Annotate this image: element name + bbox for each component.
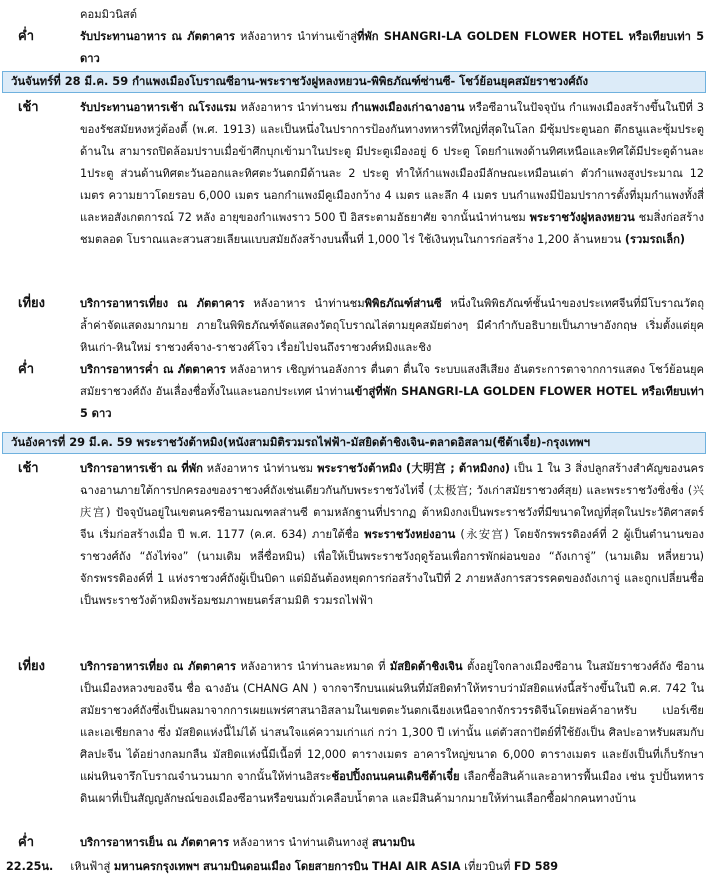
flight-text: เหินฟ้าสู่ มหานครกรุงเทพฯ สนามบินดอนเมือง โดยสายการบิน THAI AIR ASIA เที่ยวบินที่ FD 589 bbox=[70, 860, 559, 873]
dinner-text-d0: รับประทานอาหาร ณ ภัตตาคาร หลังอาหาร นำท่านเข้าสู่ที่พัก SHANGRI-LA GOLDEN FLOWER HOTEL หรือเทียบเท่า 5 ดาว bbox=[80, 30, 704, 65]
dinner-label-d0: ค่ำ bbox=[18, 29, 34, 44]
day2-header: วันอังคารที่ 29 มี.ค. 59 พระราชวังต้าหมิง(หนังสามมิติรวมรถไฟฟ้า-มัสยิดต้าชิงเจิน-ตลาดอิสลาม(ซีต้าเจี๋ย)-กรุงเทพฯ bbox=[2, 432, 706, 454]
dinner-label-d2: ค่ำ bbox=[18, 835, 34, 850]
top-line: คอมมิวนิสต์ bbox=[80, 8, 137, 21]
dinner-text-d2: บริการอาหารเย็น ณ ภัตตาคาร หลังอาหาร นำท่านเดินทางสู่ สนามบิน bbox=[80, 836, 415, 849]
dinner-text-d1: บริการอาหารค่ำ ณ ภัตตาคาร หลังอาหาร เชิญท่านอลังการ ตื่นตา ตื่นใจ ระบบแสงสีเสียง อันตระการตาจากการแสดง โชว์ย้อนยุคสมัยราชวงศ์ถัง อันเลื่องชื่อทั้งในและนอกประเทศ นำท่านเข้าสู่ที่พัก SHANGRI-LA GOLDEN FLOWER HOTEL หรือเทียบเท่า 5 ดาว bbox=[80, 363, 704, 420]
flight-time: 22.25น. bbox=[6, 860, 54, 873]
flight-line bbox=[6, 856, 558, 878]
lunch-label-d2: เที่ยง bbox=[18, 659, 45, 674]
lunch-text-d1: บริการอาหารเที่ยง ณ ภัตตาคาร หลังอาหาร นำท่านชมพิพิธภัณฑ์ส่านซี หนึ่งในพิพิธภัณฑ์ชั้นนำของประเทศจีนที่มีโบราณวัตถุล้ำค่าจัดแสดงมากมาย ภายในพิพิธภัณฑ์จัดแสดงวัตถุโบราณไล่ตามยุคสมัยต่างๆ มีคำกำกับอธิบายเป็นภาษาอังกฤษ เริ่มตั้งแต่ยุคหินเก่า-หินใหม่ ราชวงศ์จาง-ราชวงศ์โจว เรื่อยไปจนถึงราชวงศ์หมิงและชิง bbox=[80, 297, 704, 354]
breakfast-text-d1: รับประทานอาหารเช้า ณโรงแรม หลังอาหาร นำท่านชม กำแพงเมืองเก่าฉางอาน หรือซีอานในปัจจุบัน กำแพงเมืองสร้างขึ้นในปีที่ 3 ของรัชสมัยหงหวู่ต้องตี้ (พ.ศ. 1913) และเป็นหนึ่งในปราการป้องกันทางทหารที่ใหญ่ที่สุดในโลก มีซุ้มประตูนอก ตึกธนูและซุ้มประตูด้านใน สามารถปิดล้อมปราบเมื่อข้าศึกบุกเข้ามาในประตู มีประตูเมืองอยู่ 6 ประตู โดยกำแพงด้านทิศเหนือและทิศใต้มีประตูด้านละ 1ประตู ส่วนด้านทิศตะวันออกและทิศตะวันตกมีด้านละ 2 ประตู ทำให้กำแพงเมืองมีลักษณะเหมือนเต่า ตัวกำแพงสูงประมาณ 12 เมตร ความยาวโดยรอบ 6,000 เมตร นอกกำแพงมีคูเมืองกว้าง 4 เมตร และลึก 4 เมตร บนกำแพงมีป้อมปราการตั้งที่มุมกำแพงทั้งสี่ และหอสังเกตการณ์ 72 หลัง อายุของกำแพงราว 500 ปี อิสระตามอัธยาศัย จากนั้นนำท่านชม พระราชวังฝูหลงหยวน ชมสิ่งก่อสร้าง ชมตลอด โบราณและสวนสวยเลียนแบบสมัยถังสร้างบนพื้นที่ 1,000 ไร่ ใช้เงินทุนในการก่อสร้าง 1,200 ล้านหยวน (รวมรถเล็ก) bbox=[80, 101, 705, 246]
lunch-label-d1: เที่ยง bbox=[18, 296, 45, 311]
day1-header: วันจันทร์ที่ 28 มี.ค. 59 กำแพงเมืองโบราณซีอาน-พระราชวังฝูหลงหยวน-พิพิธภัณฑ์ซ่านซี- โชว์ย้อนยุคสมัยราชวงศ์ถัง bbox=[2, 71, 706, 93]
breakfast-text-d2: บริการอาหารเช้า ณ ที่พัก หลังอาหาร นำท่านชม พระราชวังต้าหมิง (大明宫 ; ต้าหมิงกง) เป็น 1 ใน 3 สิ่งปลูกสร้างสำคัญของนครฉางอานภายใต้การปกครองของราชวงศ์ถังเช่นเดียวกันกับพระราชวังไท่จี๋ (太极宫; วังเก่าสมัยราชวงศ์สุย) และพระราชวังซิ่งชิ่ง (兴庆宫) ปัจจุบันอยู่ในเขตนครซีอานมณฑลส่านซี ตามหลักฐานที่ปรากฏ ต้าหมิงกงเป็นพระราชวังที่มีขนาดใหญ่ที่สุดในประวัติศาสตร์จีน เริ่มก่อสร้างเมื่อ ปี พ.ศ. 1177 (ค.ศ. 634) ภายใต้ชื่อ พระราชวังหย่งอาน (永安宫) โดยจักรพรรดิองค์ที่ 2 ผู้เป็นตำนานของราชวงศ์ถัง “ถังไท่จง” (นามเดิม หลี่ซื่อหมิน) เพื่อให้เป็นพระราชวังฤดูร้อนเพื่อการพักผ่อนของ “ถังเกาจู่” (นามเดิม หลี่หยวน) จักรพรรดิองค์ที่ 1 แห่งราชวงศ์ถังผู้เป็นบิดา แต่มิอันต้องหยุดการก่อสร้างในปีที่ 2 ภายหลังการสวรรคตของถังเกาจู่ และถูกเปลี่ยนชื่อเป็นพระราชวังต้าหมิงพร้อมชมภาพยนตร์สามมิติ รวมรถไฟฟ้า bbox=[80, 462, 705, 607]
breakfast-label-d1: เช้า bbox=[18, 100, 39, 115]
breakfast-label-d2: เช้า bbox=[18, 461, 39, 476]
lunch-text-d2: บริการอาหารเที่ยง ณ ภัตตาคาร หลังอาหาร นำท่านละหมาด ที่ มัสยิดต้าชิงเจิน ตั้งอยู่ใจกลางเมืองซีอาน ในสมัยราชวงศ์ถัง ซีอานเป็นเมืองหลวงของจีน ชื่อ ฉางอัน (CHANG AN ) จากจารึกบนแผ่นหินที่มัสยิดทำให้ทราบว่ามัสยิดแห่งนี้สร้างขึ้นในปี ค.ศ. 742 ในสมัยราชวงศ์ถังซึ่งเป็นผลมาจากการเผยแพร่ศาสนาอิสลามในเขตตะวันตกเฉียงเหนือจากจักรวรรดิจีนโดยพ่อค้าอาหรับ เปอร์เซีย และเอเชียกลาง ซึ่ง มัสยิดแห่งนี้ไม่ได้ น่าสนใจแค่ความเก่าแก่ กว่า 1,300 ปี เท่านั้น แต่ตัวสถาปัตย์ที่ใช้ยังเป็น ศิลปะอาหรับผสมกับศิลปะจีน ได้อย่างกลมกลืน มัสยิดแห่งนี้มีเนื้อที่ 12,000 ตารางเมตร อาคารใหญ่ขนาด 6,000 ตารางเมตร และยังเป็นที่เก็บรักษาแผ่นหินจารึกโบราณจำนวนมาก จากนั้นให้ท่านอิสระช้อปปิ้งถนนคนเดินซีต้าเจี๋ย เลือกซื้อสินค้าและอาหารพื้นเมือง เช่น รูปปั้นทหารดินเผาที่เป็นสัญญลักษณ์ของเมืองซีอานหรือขนมถั่วเคลือบน้ำตาล และมีสินค้ามากมายให้ท่านเลือกซื้อฝากคนทางบ้าน bbox=[80, 660, 704, 805]
dinner-label-d1: ค่ำ bbox=[18, 362, 34, 377]
